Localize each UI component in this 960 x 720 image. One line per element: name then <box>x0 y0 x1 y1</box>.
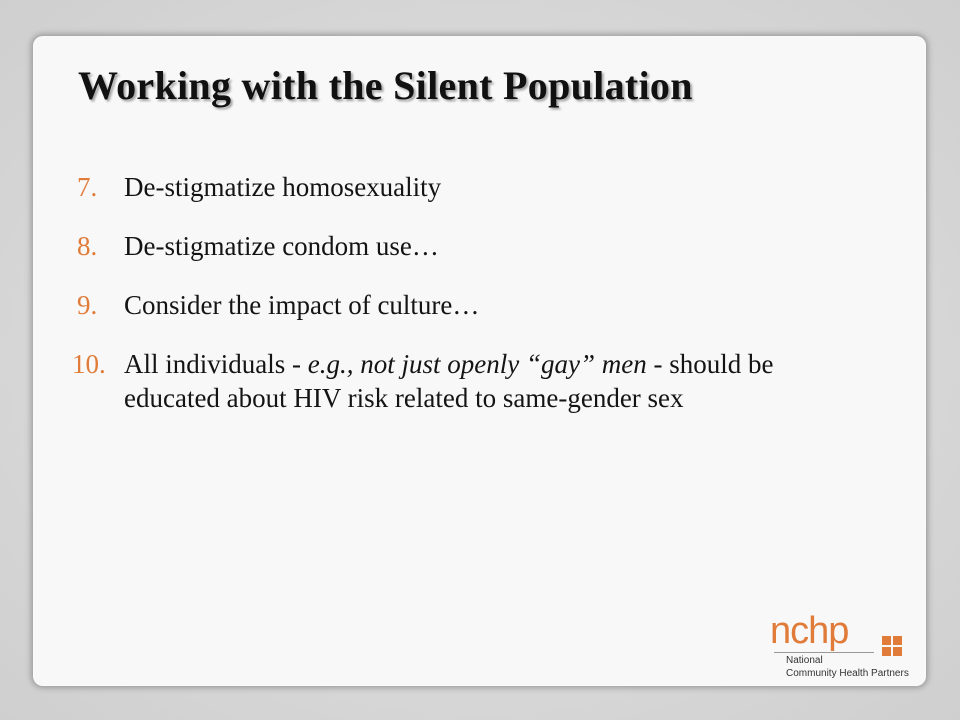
list-item-text: De-stigmatize condom use… <box>124 231 439 261</box>
list-item-number: 9. <box>77 290 98 320</box>
list-item <box>72 288 852 322</box>
list-item-text-end: - should be educated about HIV risk related to same-gender sex <box>124 349 774 413</box>
list-item-number: 7. <box>77 172 98 202</box>
nchp-logo <box>770 612 920 682</box>
logo-name-line1: National <box>786 655 823 666</box>
logo-name-line2: Community Health Partners <box>786 668 909 679</box>
list-item-text: De-stigmatize homosexuality <box>124 172 442 202</box>
bullet-list <box>72 170 852 440</box>
list-item-text <box>124 347 852 415</box>
list-item <box>72 229 852 263</box>
list-item-number: 8. <box>77 231 98 261</box>
list-item <box>72 170 852 204</box>
list-item <box>72 347 852 415</box>
list-item-text-start: All individuals - <box>124 349 308 379</box>
logo-divider <box>774 652 874 653</box>
slide-title: Working with the Silent Population <box>78 63 693 108</box>
list-item-text-italic: e.g., not just openly “gay” men <box>307 349 647 379</box>
four-squares-icon <box>882 636 902 656</box>
list-item-number: 10. <box>72 349 106 379</box>
list-item-text: Consider the impact of culture… <box>124 290 480 320</box>
logo-wordmark: nchp <box>770 610 849 652</box>
